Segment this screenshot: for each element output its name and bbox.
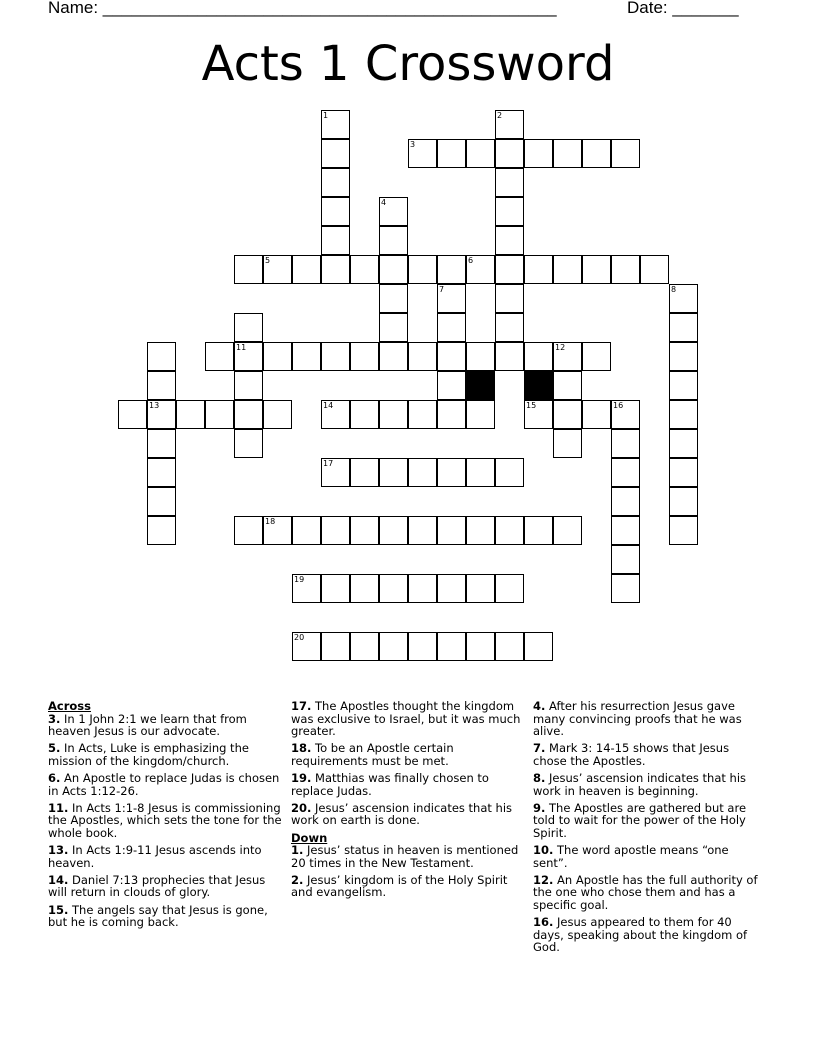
clue-number: 14.	[48, 872, 69, 887]
grid-cell[interactable]	[321, 110, 350, 139]
grid-cell[interactable]	[379, 458, 408, 487]
grid-cell[interactable]	[495, 139, 524, 168]
clue-text: The Apostles are gathered but are told to wait for the power of the Holy Spirit.	[533, 800, 747, 840]
down-clue	[533, 802, 761, 840]
grid-cell[interactable]	[205, 342, 234, 371]
grid-cell[interactable]	[437, 458, 466, 487]
clue-text: Jesus’ ascension indicates that his work in heaven is beginning.	[533, 771, 747, 798]
grid-cell[interactable]	[466, 139, 495, 168]
name-field[interactable]: Name: ________________________________________________	[48, 0, 557, 17]
grid-cell[interactable]	[495, 574, 524, 603]
clue-text: An Apostle has the full authority of the one who chose them and has a specific goal.	[533, 872, 758, 912]
grid-cell[interactable]	[495, 255, 524, 284]
down-clue	[291, 844, 527, 869]
clue-number: 11.	[48, 800, 69, 815]
down-clue	[533, 742, 761, 767]
cell-number: 8	[671, 285, 677, 294]
down-clue	[533, 916, 761, 954]
down-clue	[533, 700, 761, 738]
clue-text: In Acts 1:9-11 Jesus ascends into heaven.	[48, 843, 262, 870]
grid-cell[interactable]	[495, 458, 524, 487]
cell-number: 4	[381, 198, 387, 207]
grid-cell[interactable]	[669, 516, 698, 545]
grid-cell[interactable]	[379, 516, 408, 545]
clue-text: Jesus’ status in heaven is mentioned 20 times in the New Testament.	[291, 843, 519, 870]
grid-cell[interactable]	[321, 226, 350, 255]
grid-cell[interactable]	[292, 574, 321, 603]
grid-cell[interactable]	[118, 400, 147, 429]
grid-cell[interactable]	[379, 342, 408, 371]
grid-cell[interactable]	[553, 400, 582, 429]
grid-cell[interactable]	[611, 255, 640, 284]
grid-cell[interactable]	[147, 371, 176, 400]
grid-cell[interactable]	[466, 632, 495, 661]
grid-cell[interactable]	[350, 516, 379, 545]
grid-cell[interactable]	[408, 632, 437, 661]
clues-section	[0, 700, 816, 1040]
grid-cell[interactable]	[611, 400, 640, 429]
clue-number: 1.	[291, 843, 304, 858]
across-heading: Across	[48, 699, 91, 713]
clue-number: 2.	[291, 872, 304, 887]
clue-text: Matthias was finally chosen to replace Judas.	[291, 771, 489, 798]
grid-cell[interactable]	[437, 400, 466, 429]
clue-text: The word apostle means “one sent”.	[533, 843, 729, 870]
black-square	[524, 371, 553, 400]
grid-cell[interactable]	[408, 255, 437, 284]
grid-cell[interactable]	[147, 429, 176, 458]
clue-column-3	[533, 700, 761, 959]
grid-cell[interactable]	[292, 632, 321, 661]
cell-number: 1	[323, 111, 329, 120]
grid-cell[interactable]	[466, 342, 495, 371]
grid-cell[interactable]	[234, 516, 263, 545]
grid-cell[interactable]	[234, 255, 263, 284]
grid-cell[interactable]	[437, 371, 466, 400]
grid-cell[interactable]	[553, 139, 582, 168]
grid-cell[interactable]	[350, 400, 379, 429]
grid-cell[interactable]	[408, 400, 437, 429]
grid-cell[interactable]	[379, 197, 408, 226]
grid-cell[interactable]	[379, 632, 408, 661]
across-clue	[291, 742, 527, 767]
clue-number: 6.	[48, 771, 61, 786]
across-clue	[48, 772, 283, 797]
cell-number: 3	[410, 140, 416, 149]
grid-cell[interactable]	[292, 255, 321, 284]
clue-column-1	[48, 700, 283, 934]
down-clue	[291, 874, 527, 899]
clue-text: Jesus’ ascension indicates that his work on earth is done.	[291, 800, 513, 828]
grid-cell[interactable]	[582, 342, 611, 371]
grid-cell[interactable]	[611, 574, 640, 603]
grid-cell[interactable]	[292, 342, 321, 371]
grid-cell[interactable]	[495, 342, 524, 371]
grid-cell[interactable]	[234, 400, 263, 429]
grid-cell[interactable]	[321, 632, 350, 661]
clue-text: The angels say that Jesus is gone, but he is coming back.	[48, 902, 268, 930]
down-clue	[533, 874, 761, 912]
clue-number: 4.	[533, 699, 546, 713]
down-clue	[533, 772, 761, 797]
grid-cell[interactable]	[147, 342, 176, 371]
grid-cell[interactable]	[437, 516, 466, 545]
clue-number: 8.	[533, 771, 546, 786]
across-clue	[48, 713, 283, 738]
grid-cell[interactable]	[553, 429, 582, 458]
grid-cell[interactable]	[321, 255, 350, 284]
grid-cell[interactable]	[611, 487, 640, 516]
grid-cell[interactable]	[669, 400, 698, 429]
grid-cell[interactable]	[321, 342, 350, 371]
clue-column-2	[291, 700, 527, 904]
grid-cell[interactable]	[408, 516, 437, 545]
grid-cell[interactable]	[553, 371, 582, 400]
grid-cell[interactable]	[379, 255, 408, 284]
grid-cell[interactable]	[495, 226, 524, 255]
grid-cell[interactable]	[524, 139, 553, 168]
across-clue	[48, 874, 283, 899]
grid-cell[interactable]	[495, 168, 524, 197]
clue-number: 20.	[291, 800, 312, 815]
grid-cell[interactable]	[466, 458, 495, 487]
grid-cell[interactable]	[640, 255, 669, 284]
clue-text: Jesus’ kingdom is of the Holy Spirit and evangelism.	[291, 872, 508, 900]
grid-cell[interactable]	[176, 400, 205, 429]
grid-cell[interactable]	[263, 255, 292, 284]
cell-number: 19	[294, 575, 305, 584]
clue-text: Mark 3: 14-15 shows that Jesus chose the Apostles.	[533, 741, 730, 768]
cell-number: 6	[468, 256, 474, 265]
grid-cell[interactable]	[669, 313, 698, 342]
grid-cell[interactable]	[437, 342, 466, 371]
clue-text: The Apostles thought the kingdom was exclusive to Israel, but it was much greater.	[291, 699, 521, 738]
grid-cell[interactable]	[582, 400, 611, 429]
grid-cell[interactable]	[321, 168, 350, 197]
cell-number: 13	[149, 401, 160, 410]
grid-cell[interactable]	[524, 255, 553, 284]
grid-cell[interactable]	[321, 197, 350, 226]
grid-cell[interactable]	[495, 110, 524, 139]
grid-cell[interactable]	[263, 400, 292, 429]
grid-cell[interactable]	[147, 487, 176, 516]
across-clue	[48, 802, 283, 840]
clue-number: 3.	[48, 711, 61, 726]
grid-cell[interactable]	[292, 516, 321, 545]
grid-cell[interactable]	[263, 516, 292, 545]
across-clue	[48, 742, 283, 767]
clue-text: After his resurrection Jesus gave many convincing proofs that he was alive.	[533, 699, 742, 738]
clue-number: 18.	[291, 741, 312, 756]
clue-text: To be an Apostle certain requirements must be met.	[291, 741, 454, 768]
grid-cell[interactable]	[466, 400, 495, 429]
grid-cell[interactable]	[350, 574, 379, 603]
grid-cell[interactable]	[669, 458, 698, 487]
grid-cell[interactable]	[466, 255, 495, 284]
grid-cell[interactable]	[205, 400, 234, 429]
grid-cell[interactable]	[408, 458, 437, 487]
grid-cell[interactable]	[437, 574, 466, 603]
across-clue	[48, 844, 283, 869]
clue-text: Daniel 7:13 prophecies that Jesus will return in clouds of glory.	[48, 872, 266, 900]
grid-cell[interactable]	[379, 226, 408, 255]
cell-number: 18	[265, 517, 276, 526]
cell-number: 14	[323, 401, 334, 410]
page-title: Acts 1 Crossword	[201, 36, 615, 92]
across-clue	[291, 700, 527, 738]
grid-cell[interactable]	[524, 400, 553, 429]
clue-text: In Acts, Luke is emphasizing the mission of the kingdom/church.	[48, 741, 249, 768]
clue-text: Jesus appeared to them for 40 days, speaking about the kingdom of God.	[533, 915, 748, 955]
grid-cell[interactable]	[234, 371, 263, 400]
grid-cell[interactable]	[669, 371, 698, 400]
clue-number: 10.	[533, 843, 554, 858]
date-field[interactable]: Date: _______	[627, 0, 739, 17]
cell-number: 5	[265, 256, 271, 265]
grid-cell[interactable]	[611, 545, 640, 574]
grid-cell[interactable]	[553, 516, 582, 545]
clue-text: In 1 John 2:1 we learn that from heaven Jesus is our advocate.	[48, 711, 247, 738]
grid-cell[interactable]	[408, 574, 437, 603]
grid-cell[interactable]	[437, 139, 466, 168]
clue-number: 16.	[533, 915, 554, 930]
grid-cell[interactable]	[669, 342, 698, 371]
clue-number: 5.	[48, 741, 61, 756]
grid-cell[interactable]	[437, 313, 466, 342]
cell-number: 11	[236, 343, 247, 352]
grid-cell[interactable]	[321, 400, 350, 429]
grid-cell[interactable]	[524, 342, 553, 371]
grid-cell[interactable]	[379, 400, 408, 429]
grid-cell[interactable]	[350, 255, 379, 284]
clue-number: 17.	[291, 699, 312, 713]
grid-cell[interactable]	[611, 516, 640, 545]
grid-cell[interactable]	[321, 516, 350, 545]
grid-cell[interactable]	[263, 342, 292, 371]
grid-cell[interactable]	[495, 516, 524, 545]
grid-cell[interactable]	[147, 516, 176, 545]
grid-cell[interactable]	[466, 516, 495, 545]
clue-number: 15.	[48, 902, 69, 917]
grid-cell[interactable]	[437, 632, 466, 661]
grid-cell[interactable]	[669, 284, 698, 313]
grid-cell[interactable]	[495, 313, 524, 342]
grid-cell[interactable]	[379, 574, 408, 603]
grid-cell[interactable]	[234, 429, 263, 458]
across-clue	[48, 904, 283, 929]
grid-cell[interactable]	[350, 458, 379, 487]
grid-cell[interactable]	[611, 458, 640, 487]
across-clue	[291, 772, 527, 797]
grid-cell[interactable]	[524, 516, 553, 545]
cell-number: 17	[323, 459, 334, 468]
grid-cell[interactable]	[553, 342, 582, 371]
grid-cell[interactable]	[147, 458, 176, 487]
clue-number: 12.	[533, 872, 554, 887]
grid-cell[interactable]	[147, 400, 176, 429]
grid-cell[interactable]	[321, 458, 350, 487]
clue-number: 9.	[533, 800, 546, 815]
cell-number: 15	[526, 401, 537, 410]
grid-cell[interactable]	[350, 632, 379, 661]
grid-cell[interactable]	[582, 255, 611, 284]
down-heading: Down	[291, 830, 328, 845]
grid-cell[interactable]	[669, 487, 698, 516]
cell-number: 16	[613, 401, 624, 410]
grid-cell[interactable]	[466, 574, 495, 603]
across-clue	[291, 802, 527, 827]
grid-cell[interactable]	[234, 342, 263, 371]
grid-cell[interactable]	[321, 574, 350, 603]
grid-cell[interactable]	[553, 255, 582, 284]
clue-text: An Apostle to replace Judas is chosen in Acts 1:12-26.	[48, 771, 280, 798]
cell-number: 2	[497, 111, 503, 120]
black-square	[466, 371, 495, 400]
grid-cell[interactable]	[408, 342, 437, 371]
grid-cell[interactable]	[379, 313, 408, 342]
grid-cell[interactable]	[437, 284, 466, 313]
grid-cell[interactable]	[582, 139, 611, 168]
clue-number: 7.	[533, 741, 546, 756]
grid-cell[interactable]	[321, 139, 350, 168]
cell-number: 7	[439, 285, 445, 294]
grid-cell[interactable]	[437, 255, 466, 284]
grid-cell[interactable]	[611, 139, 640, 168]
grid-cell[interactable]	[234, 313, 263, 342]
clue-number: 13.	[48, 843, 69, 858]
grid-cell[interactable]	[495, 284, 524, 313]
clue-text: In Acts 1:1-8 Jesus is commissioning the Apostles, which sets the tone for the whole book.	[48, 800, 282, 840]
grid-cell[interactable]	[495, 197, 524, 226]
grid-cell[interactable]	[611, 429, 640, 458]
grid-cell[interactable]	[408, 139, 437, 168]
cell-number: 12	[555, 343, 566, 352]
cell-number: 20	[294, 633, 305, 642]
down-clue	[533, 844, 761, 869]
clue-number: 19.	[291, 771, 312, 786]
grid-cell[interactable]	[495, 632, 524, 661]
grid-cell[interactable]	[669, 429, 698, 458]
grid-cell[interactable]	[379, 284, 408, 313]
grid-cell[interactable]	[350, 342, 379, 371]
grid-cell[interactable]	[524, 632, 553, 661]
